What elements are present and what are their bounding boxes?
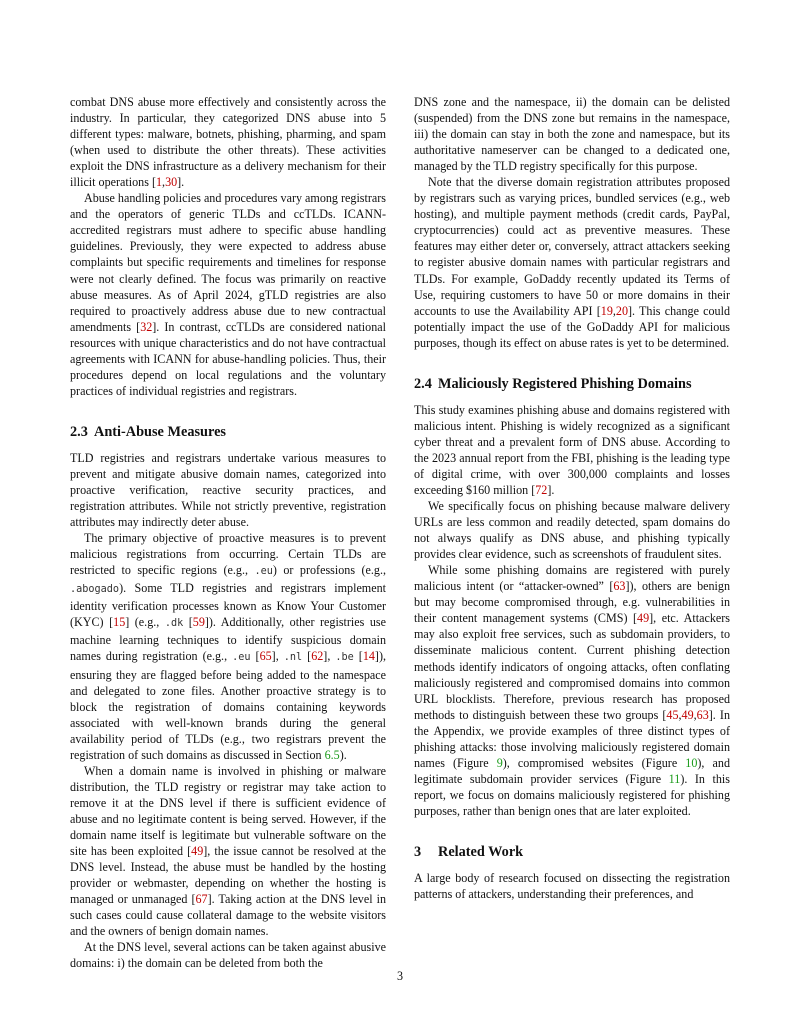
citation-link[interactable]: 63	[696, 707, 709, 722]
section-heading: 2.3 Anti-Abuse Measures	[70, 423, 226, 440]
citation-link[interactable]: 59	[192, 615, 205, 630]
figure-link[interactable]: 9	[496, 755, 503, 770]
citation-link[interactable]: 45	[666, 707, 679, 722]
citation-link[interactable]: 30	[165, 175, 178, 190]
citation-link[interactable]: 15	[113, 615, 126, 630]
citation-link[interactable]: 63	[613, 579, 626, 594]
citation-link[interactable]: 32	[140, 319, 153, 334]
paragraph: We specifically focus on phishing because malware delivery URLs are less common and readily detected, spam domains do not always qualify as DNS abuse, and phishing typically provides clear evidence, such as screenshots of fraudulent sites.	[414, 499, 730, 562]
citation-link[interactable]: 19	[600, 303, 613, 318]
right-column	[414, 94, 730, 902]
citation-link[interactable]: 49	[191, 844, 204, 859]
citation-link[interactable]: 49	[637, 611, 650, 626]
citation-link[interactable]: 62	[311, 649, 324, 664]
figure-link[interactable]: 11	[668, 771, 681, 786]
tld-code: .eu	[232, 652, 251, 664]
paragraph: When a domain name is involved in phishing or malware distribution, the TLD registry or registrar may take action to remove it at the DNS level if there is sufficient evidence of abuse and no legitimate content is being served. However, if the domain name itself is legitimate but vulnerable software on the site has been exploited [49], the issue cannot be resolved at the DNS level. Instead, the abuse must be handled by the hosting provider or webmaster, depending on whether the hosting is managed or unmanaged [67]. Taking action at the DNS level in such cases could cause collateral damage to the website visitors and the owners of benign domain names.	[70, 763, 386, 939]
section-heading: 3 Related Work	[414, 843, 524, 860]
left-column	[70, 94, 386, 971]
section-heading: 2.4 Maliciously Registered Phishing Domains	[414, 375, 692, 392]
section-link[interactable]: 6.5	[324, 747, 340, 762]
paragraph: The primary objective of proactive measures is to prevent malicious registrations from occurring. Certain TLDs are restricted to specific regions (e.g., .eu) or professions (e.g., .abogado). Some TLD registries and registrars implement identity verification processes known as Know Your Customer (KYC) [15] (e.g., .dk [59]). Additionally, other registries use machine learning techniques to identify suspicious domain names during registration (e.g., .eu [65], .nl [62], .be [14]), ensuring they are flagged before being added to the namespace and delegated to zone files. Another proactive strategy is to block the registration of domains containing keywords associated with well-known brands during the general availability period of TLDs (e.g., two registrars prevent the registration of such domains as discussed in Section 6.5).	[70, 531, 387, 762]
citation-link[interactable]: 14	[362, 649, 375, 664]
tld-code: .nl	[283, 652, 303, 664]
paragraph: This study examines phishing abuse and domains registered with malicious intent. Phishing is widely recognized as a significant cyber threat and a prevalent form of DNS abuse. According to the 2023 annual report from the FBI, phishing is the leading type of digital crime, with over 300,000 complaints and losses exceeding $160 million [72].	[414, 402, 730, 497]
figure-link[interactable]: 10	[685, 755, 698, 770]
tld-code: .dk	[164, 618, 184, 630]
page-number: 3	[396, 969, 404, 983]
tld-code: .eu	[254, 566, 273, 578]
paragraph: A large body of research focused on dissecting the registration patterns of attackers, understanding their preferences, and	[414, 870, 730, 902]
paragraph: TLD registries and registrars undertake various measures to prevent and mitigate abusive domain names, categorized into proactive verification, reactive security practices, and registration attributes. While not strictly preventive, registration attributes may indirectly deter abuse.	[70, 450, 386, 530]
tld-code: .be	[335, 652, 354, 664]
citation-link[interactable]: 49	[681, 707, 694, 722]
citation-link[interactable]: 1	[155, 175, 163, 190]
citation-link[interactable]: 67	[195, 892, 208, 907]
paragraph: combat DNS abuse more effectively and consistently across the industry. In particular, they categorized DNS abuse into 5 different types: malware, botnets, phishing, pharming, and spam (when used to distribute the other threats). These activities exploit the DNS infrastructure as a delivery mechanism for their illicit operations [1,30].	[70, 95, 386, 190]
paragraph: Abuse handling policies and procedures vary among registrars and the operators of generic TLDs and ccTLDs. ICANN-accredited registrars must adhere to specific abuse handling guidelines. Previously, they were expected to address abuse complaints but specific requirements and timelines for response were not clearly defined. The focus was primarily on reactive abuse measures. As of April 2024, gTLD registries are also required to proactively address abuse due to new contractual amendments [32]. In contrast, ccTLDs are considered national resources with unique characteristics and do not have contractual agreements with ICANN for abuse-handling policies. Thus, their procedures depend on local regulations and the voluntary practices of individual registries and registrars.	[70, 191, 386, 398]
tld-code: .abogado	[70, 584, 120, 596]
paragraph: Note that the diverse domain registration attributes proposed by registrars such as varying prices, bundled services (e.g., web hosting), and multiple payment methods (credit cards, PayPal, cryptocurrencies) could act as preventive measures. These features may either deter or, conversely, attract attackers seeking to register abusive domain names with particular registrars and TLDs. For example, GoDaddy recently updated its Terms of Use, requiring customers to have 50 or more domains in their accounts to use the Availability API [19,20]. This change could potentially impact the use of the GoDaddy API for malicious purposes, though its effect on abuse rates is yet to be determined.	[414, 175, 730, 350]
citation-link[interactable]: 65	[259, 649, 272, 664]
paragraph: At the DNS level, several actions can be taken against abusive domains: i) the domain can be deleted from both the	[70, 940, 386, 971]
citation-link[interactable]: 20	[615, 303, 628, 318]
paragraph: While some phishing domains are registered with purely malicious intent (or “attacker-owned” [63]), others are benign but may become compromised through, e.g. vulnerabilities in their content management systems (CMS) [49], etc. Attackers may also exploit free services, such as subdomain providers, to disseminate malicious content. Current phishing detection methods identify indicators of ongoing attacks, often conflating maliciously registered and compromised domains into common URL blocklists. Therefore, previous research has proposed methods to distinguish between these two groups [45,49,63]. In the Appendix, we provide examples of three distinct types of phishing attacks: those involving maliciously registered domain names (Figure 9), compromised websites (Figure 10), and legitimate subdomain provider services (Figure 11). In this report, we focus on domains maliciously registered for phishing purposes, rather than benign ones that are later exploited.	[414, 563, 731, 818]
citation-link[interactable]: 72	[535, 482, 548, 497]
paragraph: DNS zone and the namespace, ii) the domain can be delisted (suspended) from the DNS zone but remains in the namespace, iii) the domain can stay in both the zone and namespace, but its authoritative nameserver can be changed to a dedicated one, managed by the TLD registry specifically for this purpose.	[414, 95, 730, 174]
